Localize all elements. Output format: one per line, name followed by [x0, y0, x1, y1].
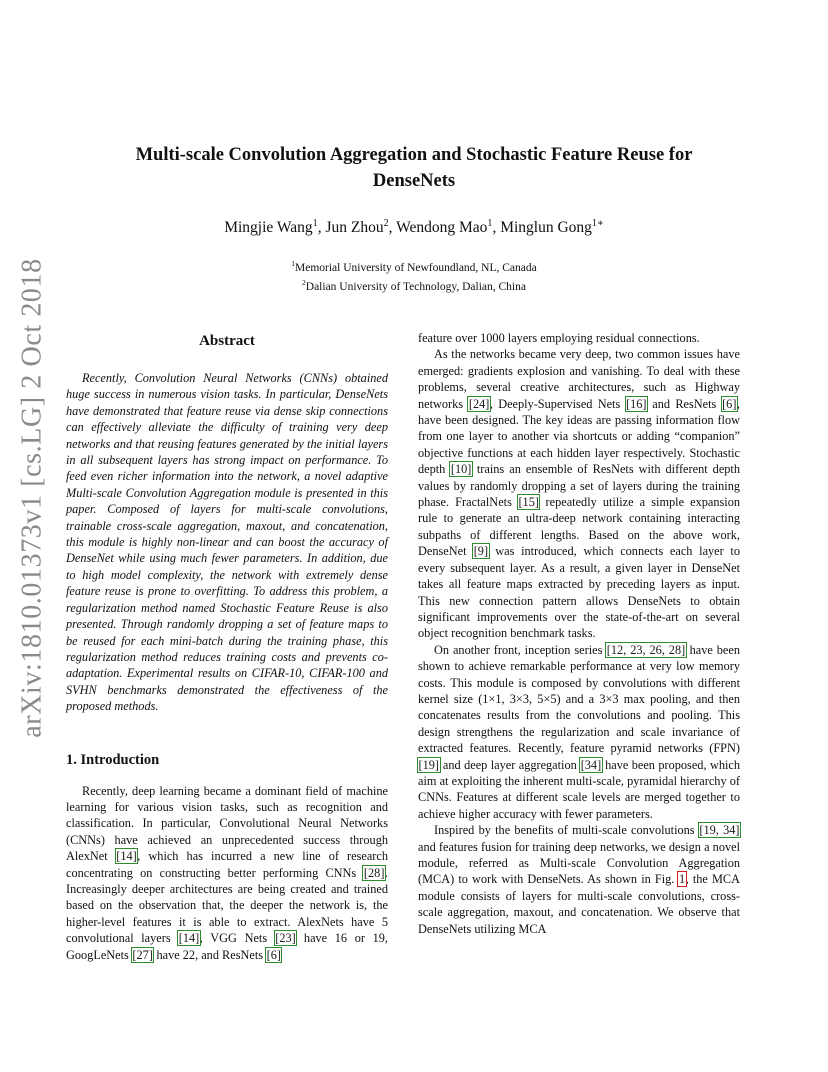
- author-affiliation-mark: 1: [487, 217, 493, 229]
- abstract-text: Recently, Convolution Neural Networks (CNNs) obtained huge success in numerous vision tasks. In particular, DenseNets have demonstrated that feature reuse via dense skip connections can effectively alleviate the difficulty of training very deep networks and that reusing features generated by the initial layers in all subsequent layers has strong impact on performance. To feed even richer information into the network, a novel adaptive Multi-scale Convolution Aggregation module is presented in this paper. Composed of layers for multi-scale convolutions, trainable cross-scale aggregation, maxout, and concatenation, this module is highly non-linear and can boost the accuracy of DenseNet while using much fewer parameters. In addition, due to high model complexity, the network with extremely dense feature reuse is prone to overfitting. To address this problem, a regularization method named Stochastic Feature Reuse is also presented. Through randomly dropping a set of feature maps to be reused for each mini-batch during the training phase, this regularization method reduces training costs and prevents co-adaptation. Experimental results on CIFAR-10, CIFAR-100 and SVHN benchmarks demonstrated the effectiveness of the proposed methods.: [66, 371, 388, 714]
- author-affiliation-mark: 1∗: [591, 217, 604, 229]
- text-run: On another front, inception series: [434, 642, 607, 657]
- author-separator: ,: [492, 219, 501, 236]
- left-column: [66, 330, 388, 963]
- text-run: , which has incurred a new line of research concentrating on constructing better performing CNNs: [66, 849, 388, 880]
- author-separator: ,: [317, 219, 326, 236]
- author-name: Jun Zhou: [325, 219, 384, 236]
- text-run: Inspired by the benefits of multi-scale convolutions: [434, 823, 699, 838]
- text-run: , have been designed. The key ideas are passing information flow from one layer to another via shortcuts or adding “companion” objective functions at each hidden layer respectively. Stochastic depth: [418, 396, 740, 477]
- citation-link[interactable]: [19, 34]: [699, 823, 740, 838]
- text-run: repeatedly utilize a simple expansion rule to generate an ultra-deep network containing interacting subpaths of different lengths. Based on the above work, DenseNet: [418, 495, 740, 559]
- citation-link[interactable]: [14]: [178, 931, 200, 946]
- citation-link[interactable]: [6]: [266, 947, 281, 962]
- text-run: As the networks became very deep, two common issues have emerged: gradients explosion and vanishing. To deal with these problems, several creative architectures, such as Highway networks: [418, 347, 740, 411]
- affiliation-list: [100, 259, 728, 297]
- text-run: have been proposed, which aim at exploiting the inherent multi-scale, pyramidal hierarchy of CNNs. Features at different scale levels are merged together to achieve higher accuracy with fewer parameters.: [418, 757, 740, 821]
- author: [224, 219, 325, 236]
- text-run: and ResNets: [647, 396, 722, 411]
- intro-paragraph: [418, 346, 740, 641]
- affiliation-text: Dalian University of Technology, Dalian, China: [305, 281, 526, 293]
- text-run: and deep layer aggregation: [439, 757, 581, 772]
- intro-paragraph: [66, 783, 388, 963]
- arxiv-identifier: arXiv:1810.01373v1 [cs.LG] 2 Oct 2018: [17, 258, 48, 738]
- intro-paragraph: [418, 330, 740, 346]
- author-list: [100, 218, 728, 238]
- affiliation: [100, 278, 728, 297]
- affiliation-mark: 1: [291, 259, 295, 269]
- affiliation: [100, 259, 728, 278]
- citation-link[interactable]: [23]: [275, 931, 296, 946]
- title-line-2: DenseNets: [372, 171, 456, 191]
- text-run: Recently, deep learning became a dominant field of machine learning for various vision tasks, such as recognition and classification. In particular, Convolutional Neural Networks (CNNs) have achieved an unprecedented success through AlexNet: [66, 783, 388, 864]
- citation-link[interactable]: [16]: [626, 396, 647, 411]
- citation-link[interactable]: [19]: [418, 757, 439, 772]
- text-run: . Increasingly deeper architectures are being created and trained based on the observation that, the deeper the network is, the higher-level features it is able to extract. AlexNets have 5 convolutional layers: [66, 865, 388, 946]
- intro-paragraph: [418, 642, 740, 822]
- author-affiliation-mark: 1: [312, 217, 318, 229]
- citation-link[interactable]: [14]: [116, 849, 137, 864]
- affiliation-mark: 2: [302, 278, 306, 288]
- abstract-heading: Abstract: [199, 333, 255, 349]
- paper-title: [80, 142, 748, 194]
- author-name: Minglun Gong: [500, 219, 592, 236]
- citation-link[interactable]: [24]: [468, 396, 490, 411]
- text-run: , Deeply-Supervised Nets: [489, 396, 626, 411]
- text-run: , the MCA module consists of layers for multi-scale convolutions, cross-scale aggregation, maxout, and concatenation. We observe that DenseNets utilizing MCA: [418, 872, 740, 936]
- title-line-1: Multi-scale Convolution Aggregation and Stochastic Feature Reuse for: [135, 145, 693, 165]
- author-affiliation-mark: 2: [383, 217, 389, 229]
- text-run: feature over 1000 layers employing residual connections.: [418, 331, 700, 345]
- citation-link[interactable]: [34]: [580, 757, 602, 772]
- author: [396, 219, 500, 236]
- text-run: and features fusion for training deep networks, we design a novel module, referred as Multi-scale Convolution Aggregation (MCA) to work with DenseNets. As shown in Fig.: [418, 839, 740, 887]
- text-run: trains an ensemble of ResNets with different depth values by randomly dropping a set of layers during the training phase. FractalNets: [418, 462, 740, 510]
- citation-link[interactable]: [12, 23, 26, 28]: [606, 642, 686, 657]
- citation-link[interactable]: [6]: [722, 396, 737, 411]
- author: [325, 219, 396, 236]
- citation-link[interactable]: [15]: [518, 495, 539, 510]
- intro-paragraph: [418, 822, 740, 937]
- author-name: Mingjie Wang: [224, 219, 313, 236]
- arxiv-side-stamp: [16, 258, 50, 738]
- citation-link[interactable]: [28]: [363, 865, 385, 880]
- author-separator: ,: [388, 219, 397, 236]
- introduction-heading: 1. Introduction: [66, 751, 160, 768]
- citation-link[interactable]: [10]: [450, 462, 472, 477]
- citation-link[interactable]: [9]: [473, 544, 489, 559]
- figure-reference-link[interactable]: 1: [678, 872, 686, 887]
- text-run: have been shown to achieve remarkable performance at very low memory costs. This module is composed by convolutions with different kernel size (1×1, 3×3, 5×5) and a 3×3 max pooling, and then concatenates results from the convolutions and pooling. This design strengthens the regularization and scale invariance of extracted features. Recently, feature pyramid networks (FPN): [418, 642, 740, 756]
- right-column: [418, 330, 740, 937]
- citation-link[interactable]: [27]: [132, 947, 153, 962]
- affiliation-text: Memorial University of Newfoundland, NL, Canada: [294, 262, 537, 274]
- author: [500, 219, 604, 236]
- text-run: , VGG Nets: [199, 931, 275, 946]
- text-run: have 22, and ResNets: [153, 947, 267, 962]
- author-name: Wendong Mao: [396, 219, 488, 236]
- text-run: have 16 or 19, GoogLeNets: [66, 931, 388, 962]
- text-run: was introduced, which connects each layer to every subsequent layer. As a result, a given layer in DenseNet takes all feature maps extracted by preceding layers as input. This new connection pattern allows DenseNets to obtain significant improvements over the state-of-the-art on several object recognition benchmark tasks.: [418, 544, 741, 641]
